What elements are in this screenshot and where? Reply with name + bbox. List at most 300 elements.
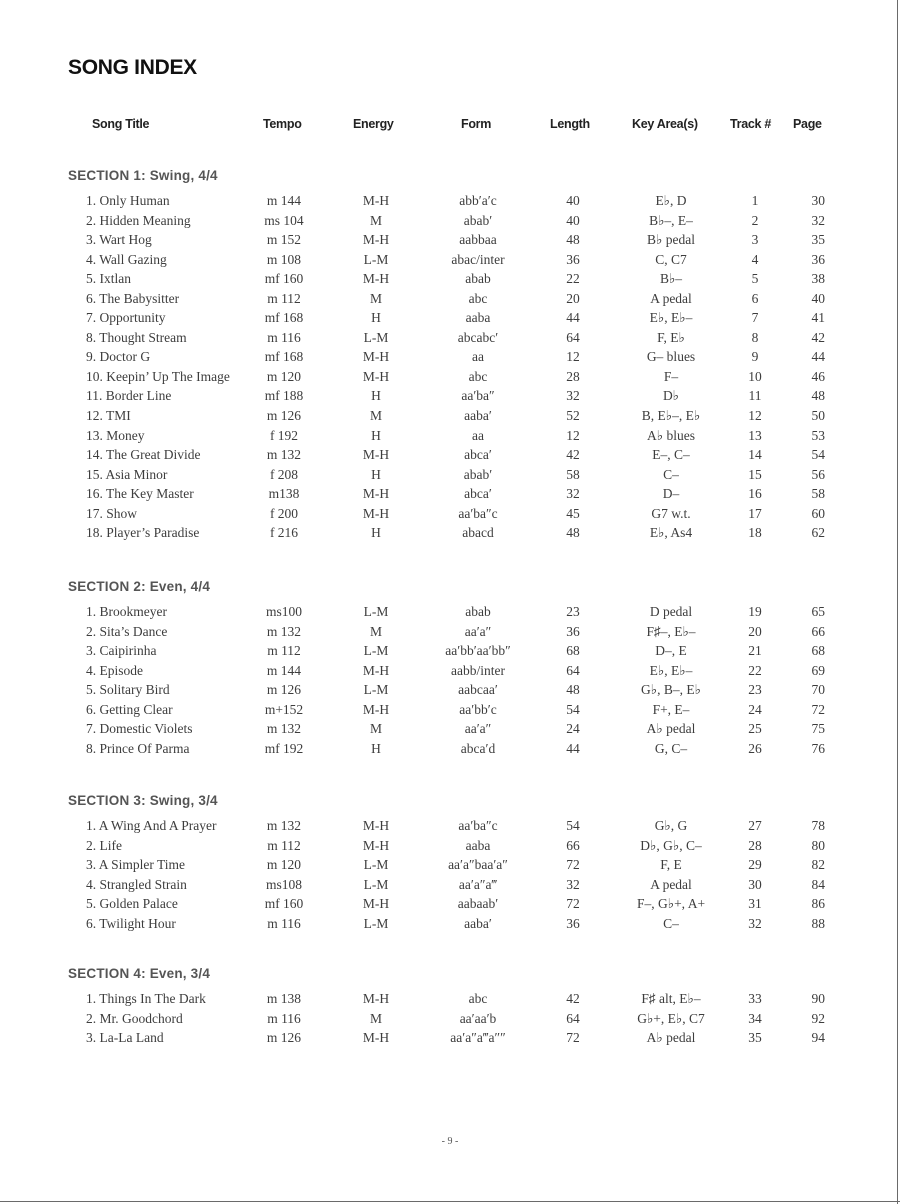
energy: M-H [362, 271, 390, 287]
form: aa′ba″c [458, 818, 498, 833]
length: 58 [566, 466, 580, 482]
form: abacd [462, 525, 494, 541]
track-number: 17 [748, 505, 762, 521]
page-number-cell: 72 [811, 701, 825, 717]
tempo: mf 160 [264, 896, 304, 912]
energy: M-H [362, 1030, 390, 1046]
form: aa′a″ [464, 721, 492, 737]
tempo: m 108 [266, 251, 302, 267]
table-row [0, 741, 900, 761]
tempo: m 120 [266, 857, 302, 873]
length: 12 [566, 349, 580, 365]
key-areas: F– [663, 368, 679, 384]
tempo: m 132 [266, 623, 302, 639]
table-row [0, 349, 900, 369]
track-number: 14 [748, 447, 762, 463]
track-number: 24 [748, 701, 762, 717]
form: aabaab′ [457, 896, 499, 912]
page-number-cell: 68 [811, 643, 825, 659]
track-number: 27 [748, 818, 762, 833]
track-number: 25 [748, 721, 762, 737]
song-title: 14. The Great Divide [86, 447, 201, 463]
page-number-cell: 94 [811, 1030, 825, 1046]
track-number: 2 [751, 212, 759, 228]
section-heading: SECTION 3: Swing, 3/4 [68, 793, 218, 808]
section-heading: SECTION 2: Even, 4/4 [68, 579, 211, 594]
tempo: m 126 [266, 408, 302, 424]
song-list [0, 193, 900, 545]
energy: M-H [362, 818, 390, 833]
song-title: 13. Money [86, 427, 145, 443]
song-title: 4. Episode [86, 662, 143, 678]
form: abab [465, 271, 491, 287]
form: abc [468, 991, 488, 1006]
track-number: 22 [748, 662, 762, 678]
song-title: 15. Asia Minor [86, 466, 168, 482]
page-number-cell: 62 [811, 525, 825, 541]
energy: M [369, 290, 383, 306]
track-number: 15 [748, 466, 762, 482]
table-row [0, 252, 900, 272]
song-title: 4. Strangled Strain [86, 876, 187, 892]
form: abc [468, 368, 488, 384]
key-areas: F, E [660, 857, 682, 873]
table-row [0, 916, 900, 936]
table-row [0, 310, 900, 330]
song-title: 16. The Key Master [86, 486, 194, 502]
length: 36 [566, 915, 580, 931]
tempo: ms100 [265, 604, 303, 619]
length: 40 [566, 212, 580, 228]
energy: M-H [362, 368, 390, 384]
form: abab [465, 604, 491, 619]
energy: M-H [362, 232, 390, 248]
energy: M [369, 721, 383, 737]
length: 48 [566, 525, 580, 541]
energy: H [371, 525, 381, 541]
energy: M-H [362, 349, 390, 365]
length: 12 [566, 427, 580, 443]
key-areas: D♭, G♭, C– [640, 837, 702, 853]
page-number-cell: 90 [811, 991, 825, 1006]
energy: H [371, 310, 381, 326]
tempo: m 144 [266, 193, 302, 208]
energy: L-M [363, 876, 389, 892]
track-number: 8 [751, 329, 759, 345]
song-list [0, 818, 900, 935]
length: 72 [566, 857, 580, 873]
form: abcabc′ [457, 329, 499, 345]
page-number-cell: 40 [811, 290, 825, 306]
form: aaba′ [464, 915, 492, 931]
energy: L-M [363, 682, 389, 698]
page-number-cell: 32 [811, 212, 825, 228]
length: 54 [566, 818, 580, 833]
form: aa′bb′c [459, 701, 497, 717]
song-title: 3. Caipirinha [86, 643, 157, 659]
tempo: m 138 [266, 991, 302, 1006]
length: 36 [566, 251, 580, 267]
song-title: 7. Opportunity [86, 310, 166, 326]
energy: M [369, 623, 383, 639]
key-areas: A pedal [650, 290, 692, 306]
track-number: 30 [748, 876, 762, 892]
column-header-length: Length [550, 117, 590, 131]
song-title: 1. Things In The Dark [86, 991, 206, 1006]
track-number: 13 [748, 427, 762, 443]
table-row [0, 525, 900, 545]
length: 44 [566, 310, 580, 326]
tempo: f 192 [269, 427, 299, 443]
form: aabb/inter [451, 662, 505, 678]
column-header-track: Track # [730, 117, 771, 131]
form: aa [472, 427, 484, 443]
length: 72 [566, 1030, 580, 1046]
key-areas: D– [662, 486, 680, 502]
table-row [0, 428, 900, 448]
tempo: m 152 [266, 232, 302, 248]
form: aa′ba″ [461, 388, 495, 404]
track-number: 33 [748, 991, 762, 1006]
key-areas: C– [663, 915, 679, 931]
tempo: m 116 [267, 329, 301, 345]
track-number: 11 [748, 388, 762, 404]
column-header-song-title: Song Title [92, 117, 150, 131]
length: 45 [566, 505, 580, 521]
table-row [0, 369, 900, 389]
song-title: 5. Golden Palace [86, 896, 178, 912]
key-areas: E♭, E♭– [649, 310, 693, 326]
tempo: m 116 [267, 1010, 301, 1026]
track-number: 23 [748, 682, 762, 698]
length: 52 [566, 408, 580, 424]
form: aa′a″a‴a″″ [450, 1030, 506, 1046]
table-row [0, 663, 900, 683]
table-row [0, 991, 900, 1011]
key-areas: F, E♭ [657, 329, 685, 345]
key-areas: G♭+, E♭, C7 [637, 1010, 705, 1026]
energy: M [369, 1010, 383, 1026]
tempo: m 126 [266, 1030, 302, 1046]
song-title: 2. Sita’s Dance [86, 623, 168, 639]
page-number-cell: 66 [811, 623, 825, 639]
form: abab′ [463, 212, 493, 228]
track-number: 10 [748, 368, 762, 384]
length: 48 [566, 232, 580, 248]
page-number-cell: 82 [811, 857, 825, 873]
page-number-cell: 92 [811, 1010, 825, 1026]
column-header-key-areas: Key Area(s) [632, 117, 698, 131]
key-areas: G– blues [646, 349, 696, 365]
length: 32 [566, 388, 580, 404]
track-number: 28 [748, 837, 762, 853]
key-areas: E–, C– [652, 447, 690, 463]
length: 48 [566, 682, 580, 698]
energy: M-H [362, 701, 390, 717]
tempo: mf 160 [264, 271, 304, 287]
tempo: ms 104 [264, 212, 304, 228]
song-title: 9. Doctor G [86, 349, 151, 365]
table-row [0, 271, 900, 291]
energy: M [369, 408, 383, 424]
table-row [0, 213, 900, 233]
energy: H [371, 388, 381, 404]
form: aa′bb′aa′bb″ [445, 643, 511, 659]
energy: M-H [362, 486, 390, 502]
key-areas: E♭, D [655, 193, 687, 208]
form: abb′a′c [459, 193, 497, 208]
form: aabcaa′ [458, 682, 498, 698]
track-number: 4 [751, 251, 759, 267]
key-areas: D pedal [649, 604, 693, 619]
track-number: 5 [751, 271, 759, 287]
table-row [0, 877, 900, 897]
track-number: 31 [748, 896, 762, 912]
track-number: 19 [748, 604, 762, 619]
song-list [0, 604, 900, 760]
energy: L-M [363, 857, 389, 873]
page-number-cell: 44 [811, 349, 825, 365]
track-number: 26 [748, 740, 762, 756]
page-number-cell: 88 [811, 915, 825, 931]
song-title: 11. Border Line [86, 388, 172, 404]
energy: M-H [362, 505, 390, 521]
page-number-cell: 65 [811, 604, 825, 619]
table-row [0, 506, 900, 526]
page-number-cell: 58 [811, 486, 825, 502]
page-number-cell: 36 [811, 251, 825, 267]
tempo: m+152 [264, 701, 304, 717]
key-areas: G7 w.t. [651, 505, 691, 521]
table-row [0, 896, 900, 916]
form: aa′a″a‴ [458, 876, 498, 892]
track-number: 18 [748, 525, 762, 541]
page-number-cell: 78 [811, 818, 825, 833]
energy: L-M [363, 643, 389, 659]
song-title: 3. A Simpler Time [86, 857, 186, 873]
tempo: m 132 [266, 818, 302, 833]
form: abac/inter [451, 251, 505, 267]
page-number-cell: 38 [811, 271, 825, 287]
energy: M-H [362, 447, 390, 463]
table-row [0, 721, 900, 741]
tempo: m 132 [266, 721, 302, 737]
song-list [0, 991, 900, 1050]
key-areas: C, C7 [655, 251, 687, 267]
track-number: 35 [748, 1030, 762, 1046]
track-number: 12 [748, 408, 762, 424]
tempo: m 144 [266, 662, 302, 678]
form: aa′a″ [464, 623, 492, 639]
form: aaba [465, 837, 491, 853]
tempo: f 216 [269, 525, 299, 541]
key-areas: F♯–, E♭– [646, 623, 696, 639]
song-title: 3. Wart Hog [86, 232, 152, 248]
song-title: 4. Wall Gazing [86, 251, 167, 267]
song-title: 6. The Babysitter [86, 290, 180, 306]
tempo: m 116 [267, 915, 301, 931]
length: 32 [566, 876, 580, 892]
page-edge-rule-bottom [0, 1201, 900, 1202]
form: aaba′ [464, 408, 492, 424]
energy: M-H [362, 662, 390, 678]
length: 28 [566, 368, 580, 384]
form: abab′ [463, 466, 493, 482]
form: aa′ba″c [458, 505, 498, 521]
page-number-cell: 70 [811, 682, 825, 698]
tempo: f 208 [269, 466, 299, 482]
track-number: 7 [751, 310, 759, 326]
song-title: 18. Player’s Paradise [86, 525, 200, 541]
column-header-tempo: Tempo [263, 117, 302, 131]
key-areas: A♭ pedal [646, 721, 696, 737]
track-number: 32 [748, 915, 762, 931]
length: 42 [566, 447, 580, 463]
table-row [0, 1011, 900, 1031]
tempo: f 200 [269, 505, 299, 521]
page-number-cell: 41 [811, 310, 825, 326]
song-title: 12. TMI [86, 408, 131, 424]
key-areas: A♭ pedal [646, 1030, 696, 1046]
table-row [0, 467, 900, 487]
length: 64 [566, 662, 580, 678]
key-areas: D♭ [662, 388, 680, 404]
energy: L-M [363, 251, 389, 267]
page-number-cell: 75 [811, 721, 825, 737]
energy: M-H [362, 193, 390, 208]
form: aa [472, 349, 484, 365]
column-header-energy: Energy [353, 117, 394, 131]
song-title: 1. Only Human [86, 193, 170, 208]
page-number-cell: 80 [811, 837, 825, 853]
key-areas: B, E♭–, E♭ [641, 408, 701, 424]
length: 42 [566, 991, 580, 1006]
key-areas: F–, G♭+, A+ [636, 896, 706, 912]
track-number: 20 [748, 623, 762, 639]
track-number: 9 [751, 349, 759, 365]
table-row [0, 447, 900, 467]
section-heading: SECTION 1: Swing, 4/4 [68, 168, 218, 183]
section-heading: SECTION 4: Even, 3/4 [68, 966, 211, 981]
key-areas: B♭– [659, 271, 683, 287]
page-number-cell: 84 [811, 876, 825, 892]
length: 24 [566, 721, 580, 737]
page-title: SONG INDEX [68, 56, 197, 79]
energy: L-M [363, 604, 389, 619]
length: 54 [566, 701, 580, 717]
track-number: 6 [751, 290, 759, 306]
energy: M [369, 212, 383, 228]
page-number-cell: 46 [811, 368, 825, 384]
tempo: ms108 [265, 876, 303, 892]
page-number-cell: 50 [811, 408, 825, 424]
length: 22 [566, 271, 580, 287]
key-areas: G♭, B–, E♭ [641, 682, 701, 698]
song-title: 10. Keepin’ Up The Image [86, 368, 230, 384]
page-number-cell: 56 [811, 466, 825, 482]
form: aaba [465, 310, 491, 326]
tempo: m138 [268, 486, 300, 502]
key-areas: A♭ blues [647, 427, 695, 443]
tempo: m 112 [267, 837, 301, 853]
length: 68 [566, 643, 580, 659]
tempo: mf 168 [264, 310, 304, 326]
table-row [0, 682, 900, 702]
track-number: 3 [751, 232, 759, 248]
song-title: 6. Twilight Hour [86, 915, 176, 931]
key-areas: B♭ pedal [647, 232, 695, 248]
length: 36 [566, 623, 580, 639]
form: abca′ [464, 486, 492, 502]
length: 44 [566, 740, 580, 756]
key-areas: F♯ alt, E♭– [641, 991, 701, 1006]
tempo: m 112 [267, 290, 301, 306]
table-row [0, 388, 900, 408]
page-number-cell: 53 [811, 427, 825, 443]
song-title: 3. La-La Land [86, 1030, 164, 1046]
page-number-cell: 42 [811, 329, 825, 345]
page-number-cell: 76 [811, 740, 825, 756]
page-number-cell: 48 [811, 388, 825, 404]
track-number: 29 [748, 857, 762, 873]
key-areas: E♭, E♭– [649, 662, 693, 678]
song-title: 2. Mr. Goodchord [86, 1010, 183, 1026]
length: 66 [566, 837, 580, 853]
key-areas: B♭–, E– [649, 212, 693, 228]
page-number-cell: 54 [811, 447, 825, 463]
page-number-cell: 69 [811, 662, 825, 678]
table-row [0, 624, 900, 644]
song-title: 8. Thought Stream [86, 329, 187, 345]
length: 40 [566, 193, 580, 208]
form: abca′ [464, 447, 492, 463]
column-headers [0, 117, 900, 135]
column-header-page: Page [793, 117, 822, 131]
song-title: 8. Prince Of Parma [86, 740, 190, 756]
tempo: m 132 [266, 447, 302, 463]
page-number: - 9 - [441, 1136, 459, 1147]
energy: L-M [363, 915, 389, 931]
column-header-form: Form [461, 117, 492, 131]
form: aabbaa [459, 232, 497, 248]
tempo: m 120 [266, 368, 302, 384]
song-title: 2. Life [86, 837, 122, 853]
length: 32 [566, 486, 580, 502]
key-areas: G, C– [654, 740, 688, 756]
energy: L-M [363, 329, 389, 345]
length: 72 [566, 896, 580, 912]
page-number-cell: 35 [811, 232, 825, 248]
tempo: m 126 [266, 682, 302, 698]
track-number: 16 [748, 486, 762, 502]
song-title: 17. Show [86, 505, 138, 521]
length: 64 [566, 1010, 580, 1026]
song-title: 5. Solitary Bird [86, 682, 170, 698]
tempo: mf 188 [264, 388, 304, 404]
tempo: mf 168 [264, 349, 304, 365]
page-number-cell: 30 [811, 193, 825, 208]
energy: M-H [362, 896, 390, 912]
form: abc [468, 290, 488, 306]
tempo: m 112 [267, 643, 301, 659]
energy: H [371, 427, 381, 443]
form: aa′aa′b [459, 1010, 497, 1026]
table-row [0, 408, 900, 428]
page-number-cell: 86 [811, 896, 825, 912]
length: 20 [566, 290, 580, 306]
page-number-cell: 60 [811, 505, 825, 521]
key-areas: F+, E– [652, 701, 690, 717]
